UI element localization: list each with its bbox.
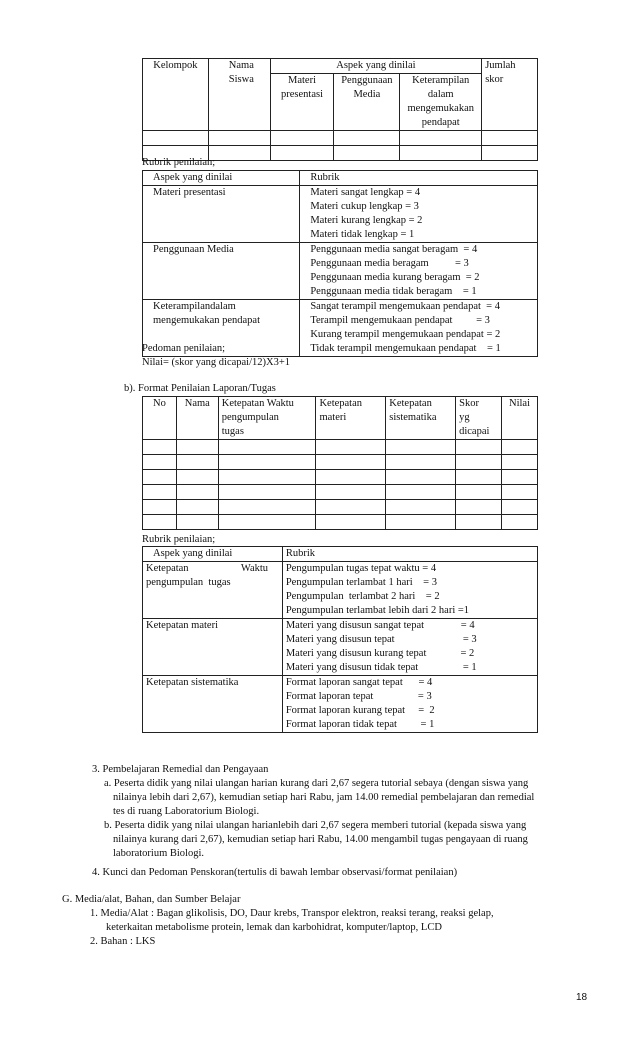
rubrik2-aspek-sistematika: Ketepatan sistematika <box>143 676 283 733</box>
rubrik1-aspek-media: Penggunaan Media <box>143 243 300 300</box>
header-skor: Skor yg dicapai <box>456 397 502 440</box>
section-g-item-1: 1. Media/Alat : Bagan glikolisis, DO, Daur krebs, Transpor elektron, reaksi terang, reaksi gelap, keterkaitan metabolisme protein, lemak dan karbohidrat, komputer/laptop, LCD <box>90 908 494 933</box>
page-number: 18 <box>576 992 588 1003</box>
rubrik-table-2 <box>142 546 538 733</box>
header-materi-presentasi: Materi presentasi <box>270 74 334 131</box>
kunci-item: 4. Kunci dan Pedoman Penskoran(tertulis di bawah lembar observasi/format penilaian) <box>92 867 458 878</box>
table-row <box>143 619 538 676</box>
rubrik1-header-rubrik: Rubrik <box>300 171 538 186</box>
rubrik2-aspek-materi: Ketepatan materi <box>143 619 283 676</box>
header-nilai: Nilai <box>502 397 538 440</box>
table-row <box>143 500 538 515</box>
rubrik-table-1 <box>142 170 538 357</box>
rubrik2-rubrik-waktu: Pengumpulan tugas tepat waktu = 4 Pengumpulan terlambat 1 hari = 3 Pengumpulan terlambat 2 hari = 2 Pengumpulan terlambat lebih dari 2 hari =1 <box>282 562 537 619</box>
header-ketepatan-materi: Ketepatan materi <box>316 397 386 440</box>
table-row <box>143 470 538 485</box>
rubrik1-rubrik-keterampilan: Sangat terampil mengemukaan pendapat = 4 Terampil mengemukaan pendapat = 3 Kurang terampil mengemukaan pendapat = 2 Tidak terampil mengemukaan pendapat = 1 <box>300 300 538 357</box>
rubrik2-aspek-waktu: Ketepatan Waktu pengumpulan tugas <box>143 562 283 619</box>
header-nama: Nama <box>176 397 218 440</box>
header-kelompok: Kelompok <box>143 59 209 131</box>
remedial-item-b: b. Peserta didik yang nilai ulangan harianlebih dari 2,67 segera memberi tutorial (kepada siswa yang nilainya kurang dari 2,67), kemudian setiap hari Rabu, 14.00 mengambil tugas pengayaan di ruang laboratorium Biologi. <box>104 820 528 859</box>
nilai-formula: Nilai= (skor yang dicapai/12)X3+1 <box>142 357 291 368</box>
section-b-title: b). Format Penilaian Laporan/Tugas <box>124 383 276 394</box>
section-g-title: G. Media/alat, Bahan, dan Sumber Belajar <box>62 894 241 905</box>
pedoman-label: Pedoman penilaian; <box>142 343 226 354</box>
header-aspek: Aspek yang dinilai <box>270 59 482 74</box>
table-row <box>143 515 538 530</box>
rubrik2-header-rubrik: Rubrik <box>282 547 537 562</box>
header-no: No <box>143 397 177 440</box>
rubrik1-aspek-keterampilan: Keterampilandalam mengemukakan pendapat <box>143 300 300 357</box>
table-row <box>143 455 538 470</box>
rubrik2-header-aspek: Aspek yang dinilai <box>143 547 283 562</box>
rubrik-label-1: Rubrik penilaian; <box>142 157 216 168</box>
header-ketepatan-sistematika: Ketepatan sistematika <box>386 397 456 440</box>
rubrik1-aspek-materi: Materi presentasi <box>143 186 300 243</box>
header-ketepatan-waktu: Ketepatan Waktu pengumpulan tugas <box>218 397 316 440</box>
rubrik1-rubrik-materi: Materi sangat lengkap = 4 Materi cukup lengkap = 3 Materi kurang lengkap = 2 Materi tidak lengkap = 1 <box>300 186 538 243</box>
table-row <box>143 440 538 455</box>
rubrik2-rubrik-sistematika: Format laporan sangat tepat = 4 Format laporan tepat = 3 Format laporan kurang tepat = 2 Format laporan tidak tepat = 1 <box>282 676 537 733</box>
header-keterampilan: Keterampilan dalam mengemukakan pendapat <box>400 74 482 131</box>
table-row <box>143 676 538 733</box>
remedial-item-a: a. Peserta didik yang nilai ulangan harian kurang dari 2,67 segera tutorial sebaya (dengan siswa yang nilainya lebih dari 2,67), kemudian setiap hari Rabu, jam 14.00 remedial pembelajaran dan remedial tes di ruang Laboratorium Biologi. <box>104 778 535 817</box>
header-jumlah-skor: Jumlah skor <box>482 59 538 131</box>
table-row <box>143 131 538 146</box>
table-row <box>143 562 538 619</box>
table-row <box>143 243 538 300</box>
rubrik1-header-aspek: Aspek yang dinilai <box>143 171 300 186</box>
table-row <box>143 186 538 243</box>
presentation-assessment-table <box>142 58 538 161</box>
section-g-item-2: 2. Bahan : LKS <box>90 936 156 947</box>
rubrik2-rubrik-materi: Materi yang disusun sangat tepat = 4 Materi yang disusun tepat = 3 Materi yang disusun kurang tepat = 2 Materi yang disusun tidak tepat = 1 <box>282 619 537 676</box>
rubrik-label-2: Rubrik penilaian; <box>142 534 216 545</box>
rubrik1-rubrik-media: Penggunaan media sangat beragam = 4 Penggunaan media beragam = 3 Penggunaan media kurang beragam = 2 Penggunaan media tidak beragam = 1 <box>300 243 538 300</box>
remedial-title: 3. Pembelajaran Remedial dan Pengayaan <box>92 764 269 775</box>
table-row <box>143 485 538 500</box>
header-penggunaan-media: Penggunaan Media <box>334 74 400 131</box>
report-assessment-table <box>142 396 538 530</box>
header-nama-siswa: Nama Siswa <box>208 59 270 131</box>
